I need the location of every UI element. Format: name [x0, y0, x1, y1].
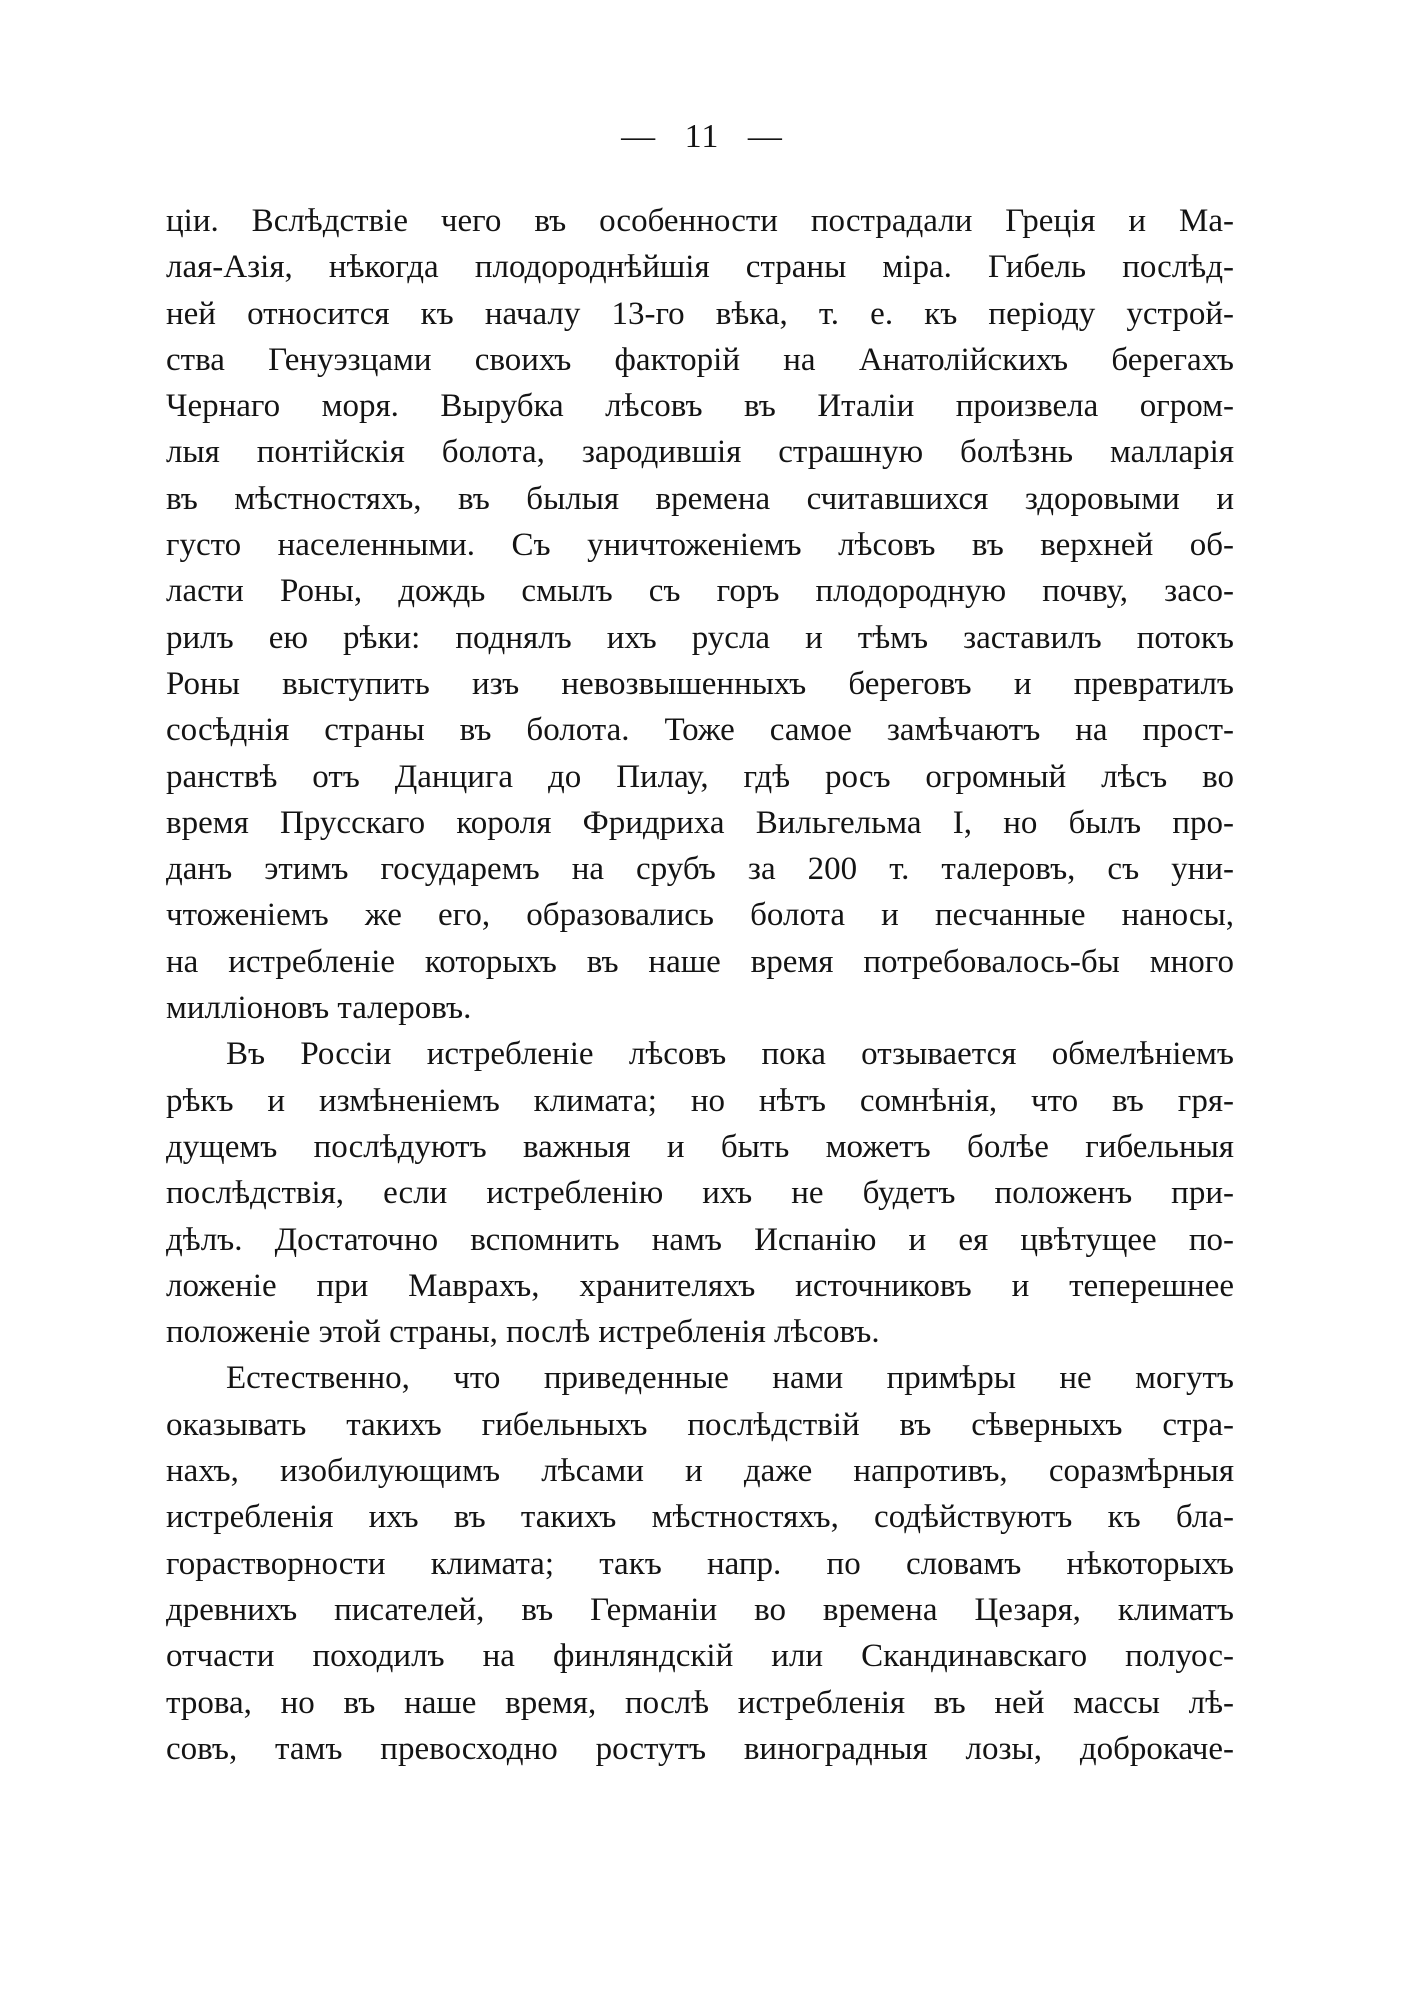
text-line: рѣкъ и измѣненіемъ климата; но нѣтъ сомнѣнія, что въ гря-: [166, 1082, 1234, 1119]
text-line: ложеніе при Маврахъ, хранителяхъ источниковъ и теперешнее: [166, 1267, 1234, 1304]
text-line: густо населенными. Съ уничтоженіемъ лѣсовъ въ верхней об-: [166, 527, 1234, 564]
text-line: милліоновъ талеровъ.: [166, 990, 472, 1027]
text-line: отчасти походилъ на финляндскій или Скандинавскаго полуос-: [166, 1638, 1234, 1675]
text-line: на истребленіе которыхъ въ наше время потребовалось-бы много: [166, 943, 1234, 980]
text-line: дущемъ послѣдуютъ важныя и быть можетъ болѣе гибельныя: [166, 1128, 1234, 1165]
paragraph-1: [166, 198, 1234, 1031]
text-line: ціи. Вслѣдствіе чего въ особенности пострадали Греція и Ма-: [166, 203, 1234, 239]
text-line: горастворности климата; такъ напр. по словамъ нѣкоторыхъ: [166, 1545, 1234, 1582]
text-line: ства Генуэзцами своихъ факторій на Анатолійскихъ берегахъ: [166, 341, 1234, 378]
page-number: — 11 —: [621, 118, 783, 155]
text-line: въ мѣстностяхъ, въ былыя времена считавшихся здоровыми и: [166, 480, 1234, 517]
text-line: Въ Россіи истребленіе лѣсовъ пока отзывается обмелѣніемъ: [226, 1036, 1234, 1073]
text-line: трова, но въ наше время, послѣ истребленія въ ней массы лѣ-: [166, 1684, 1234, 1721]
body-text: [166, 198, 1234, 1772]
text-line: данъ этимъ государемъ на срубъ за 200 т. талеровъ, съ уни-: [166, 851, 1234, 888]
paragraph-3: [166, 1355, 1234, 1772]
text-line: рилъ ею рѣки: поднялъ ихъ русла и тѣмъ заставилъ потокъ: [166, 619, 1234, 656]
text-line: совъ, тамъ превосходно ростутъ виноградныя лозы, доброкаче-: [166, 1730, 1234, 1767]
text-line: послѣдствія, если истребленію ихъ не будетъ положенъ при-: [166, 1175, 1234, 1212]
text-line: ней относится къ началу 13-го вѣка, т. е. къ періоду устрой-: [166, 295, 1234, 332]
text-line: сосѣднія страны въ болота. Тоже самое замѣчаютъ на прост-: [166, 712, 1234, 749]
text-line: древнихъ писателей, въ Германіи во времена Цезаря, климатъ: [166, 1591, 1234, 1628]
text-line: положеніе этой страны, послѣ истребленія лѣсовъ.: [166, 1314, 880, 1351]
text-line: Роны выступить изъ невозвышенныхъ береговъ и превратилъ: [166, 665, 1234, 702]
text-line: нахъ, изобилующимъ лѣсами и даже напротивъ, соразмѣрныя: [166, 1453, 1234, 1490]
text-line: чтоженіемъ же его, образовались болота и песчанные наносы,: [166, 897, 1234, 934]
text-line: ласти Роны, дождь смылъ съ горъ плодородную почву, засо-: [166, 573, 1234, 610]
text-line: истребленія ихъ въ такихъ мѣстностяхъ, содѣйствуютъ къ бла-: [166, 1499, 1234, 1536]
text-line: оказывать такихъ гибельныхъ послѣдствій въ сѣверныхъ стра-: [166, 1406, 1234, 1443]
text-line: лая-Азія, нѣкогда плодороднѣйшія страны міра. Гибель послѣд-: [166, 249, 1234, 286]
text-line: дѣлъ. Достаточно вспомнить намъ Испанію и ея цвѣтущее по-: [166, 1221, 1234, 1258]
text-line: Естественно, что приведенные нами примѣры не могутъ: [226, 1360, 1234, 1397]
text-line: время Прусскаго короля Фридриха Вильгельма I, но былъ про-: [166, 804, 1234, 841]
paragraph-2: [166, 1031, 1234, 1355]
text-line: лыя понтійскія болота, зародившія страшную болѣзнь малларія: [166, 434, 1234, 471]
text-line: ранствѣ отъ Данцига до Пилау, гдѣ росъ огромный лѣсъ во: [166, 758, 1234, 795]
text-line: Чернаго моря. Вырубка лѣсовъ въ Италіи произвела огром-: [166, 388, 1234, 425]
